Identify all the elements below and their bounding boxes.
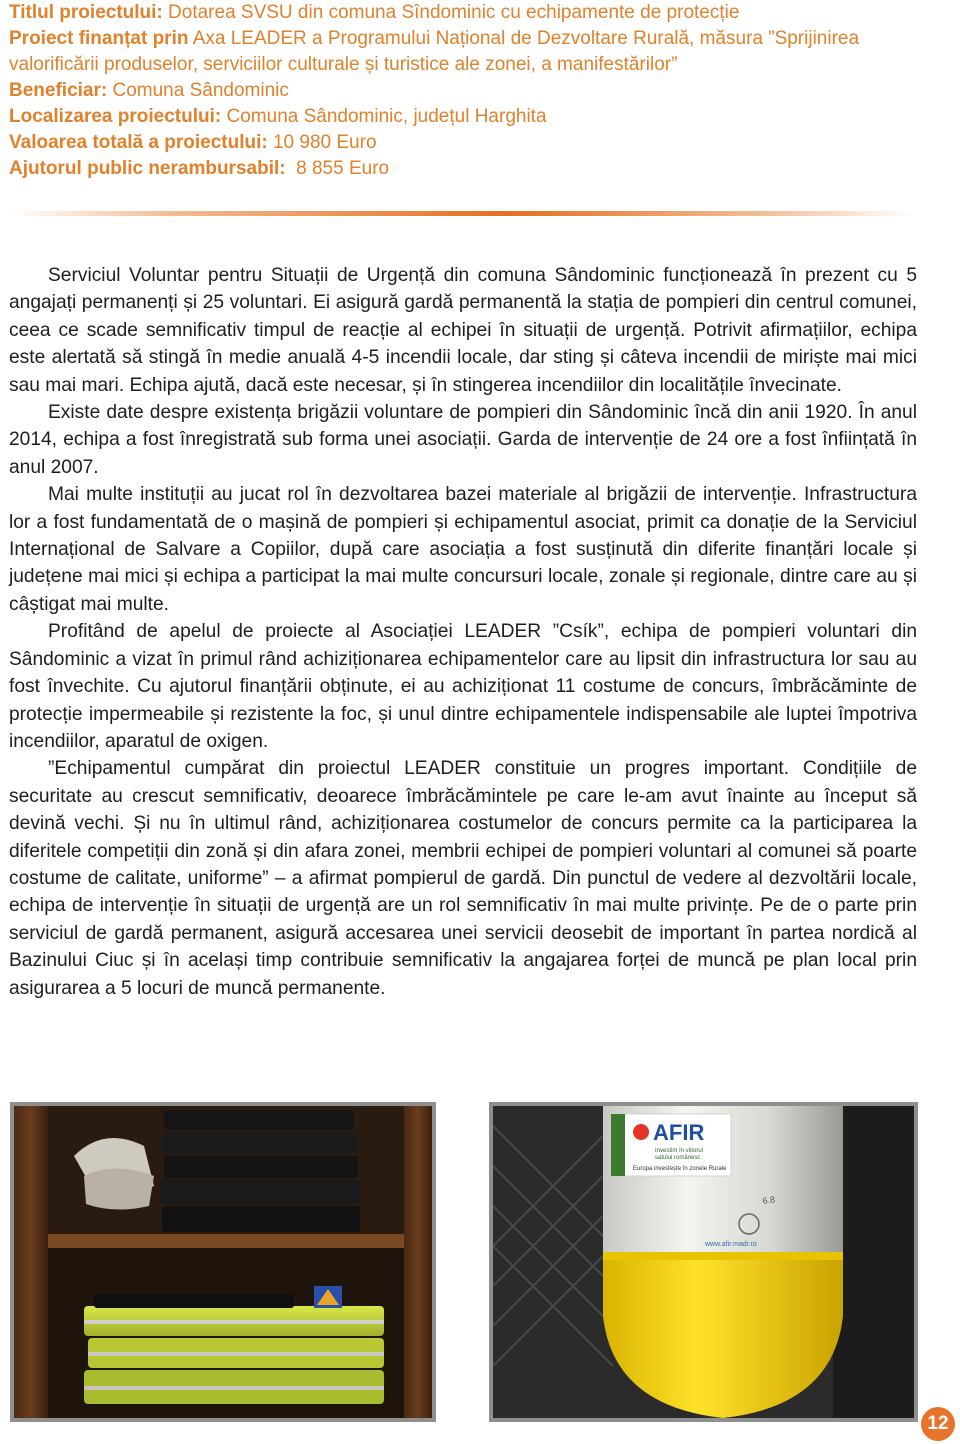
funding-line bbox=[9, 26, 939, 78]
clothing-shelf-image bbox=[14, 1106, 432, 1418]
grant-label: Ajutorul public nerambursabil: bbox=[9, 158, 286, 179]
oxygen-cylinder-image bbox=[493, 1106, 914, 1418]
location-label: Localizarea proiectului: bbox=[9, 106, 222, 127]
svg-text:6.8: 6.8 bbox=[761, 1194, 776, 1206]
total-value-line bbox=[9, 130, 939, 156]
photo-protective-clothing bbox=[10, 1102, 436, 1422]
total-value-amount: 10 980 Euro bbox=[267, 132, 377, 153]
article-body bbox=[9, 262, 917, 1002]
page-number-badge: 12 bbox=[921, 1407, 955, 1441]
project-title-value: Dotarea SVSU din comuna Sîndominic cu echipamente de protecție bbox=[162, 2, 740, 23]
section-divider bbox=[10, 211, 916, 216]
svg-text:Investim în viitorul: Investim în viitorul bbox=[655, 1148, 704, 1154]
grant-amount: 8 855 Euro bbox=[285, 158, 390, 179]
paragraph-4: Profitând de apelul de proiecte al Asociației LEADER ”Csík”, echipa de pompieri voluntari din Sândominic a vizat în primul rând achiziționarea echipamentelor care au lipsit din infrastructura lor sau au fost învechite. Cu ajutorul finanțării obținute, ei au achiziționat 11 costume de concurs, îmbrăcăminte de protecție impermeabile și rezistente la foc, și unul dintre echipamentele indispensabile ale luptei împotriva incendiilor, aparatul de oxigen. bbox=[9, 621, 917, 752]
paragraph-1: Serviciul Voluntar pentru Situații de Urgență din comuna Sândominic funcționează în prezent cu 5 angajați permanenți și 25 voluntari. Ei asigură gardă permanentă la stația de pompieri din centrul comunei, ceea ce scade semnificativ timpul de reacție al echipei în situații de urgență. Potrivit afirmațiilor, echipa este alertată să stingă în medie anuală 4-5 incendii locale, dar sting și câteva incendii de miriște mai mici sau mai mari. Echipa ajută, dacă este necesar, și în stingerea incendiilor din localitățile învecinate. bbox=[9, 265, 917, 396]
beneficiary-label: Beneficiar: bbox=[9, 80, 108, 101]
grant-line bbox=[9, 156, 939, 182]
funding-label: Proiect finanțat prin bbox=[9, 28, 189, 49]
svg-text:Europa investește în zonele Ru: Europa investește în zonele Rurale bbox=[633, 1166, 727, 1172]
photo-oxygen-cylinder bbox=[489, 1102, 918, 1422]
location-line bbox=[9, 104, 939, 130]
location-value: Comuna Sândominic, județul Harghita bbox=[221, 106, 547, 127]
paragraph-3: Mai multe instituții au jucat rol în dezvoltarea bazei materiale al brigăzii de intervenție. Infrastructura lor a fost fundamentată de o mașină de pompieri și echipamentul asociat, primit ca donație de la Serviciul Internațional de Salvare a Copiilor, după care asociația a fost susținută din diferite finanțări locale și județene mai mici și echipa a participat la mai multe concursuri locale, zonale și regionale, dintre care au și câștigat mai multe. bbox=[9, 484, 917, 615]
beneficiary-value: Comuna Sândominic bbox=[107, 80, 289, 101]
funding-value: Axa LEADER a Programului Național de Dezvoltare Rurală, măsura ”Sprijinirea valorificării produselor, serviciilor culturale și turistice ale zonei, a manifestărilor” bbox=[9, 28, 860, 75]
paragraph-5: ”Echipamentul cumpărat din proiectul LEADER constituie un progres important. Condițiile de securitate au crescut semnificativ, deoarece îmbrăcămintele pe care le-am avut înainte au început să devină vechi. Și nu în ultimul rând, achiziționarea costumelor de concurs permite ca la participarea la diferitele competiții din zonă și din afara zonei, membrii echipei de pompieri voluntari al comunei să poarte costume de calitate, uniforme” – a afirmat pompierul de gardă. Din punctul de vedere al dezvoltării locale, echipa de intervenție în situații de urgență are un rol semnificativ în mai multe privințe. Pe de o parte prin serviciul de gardă permanent, asigură accesarea unei servicii deosebit de important în partea nordică al Bazinului Ciuc și în același timp contribuie semnificativ la angajarea forței de muncă pe plan local prin asigurarea a 5 locuri de muncă permanente. bbox=[9, 758, 917, 999]
svg-text:satului românesc: satului românesc bbox=[655, 1155, 701, 1161]
paragraph-2: Existe date despre existența brigăzii voluntare de pompieri din Sândominic încă din anii 1920. În anul 2014, echipa a fost înregistrată sub forma unei asociații. Garda de intervenție de 24 ore a fost înființată în anul 2007. bbox=[9, 402, 917, 478]
project-title-line bbox=[9, 0, 939, 26]
afir-logo-text: AFIR bbox=[653, 1120, 705, 1145]
svg-text:www.afir.madr.ro: www.afir.madr.ro bbox=[705, 1241, 757, 1248]
project-title-label: Titlul proiectului: bbox=[9, 2, 163, 23]
project-info-header bbox=[9, 0, 939, 182]
beneficiary-line bbox=[9, 78, 939, 104]
total-value-label: Valoarea totală a proiectului: bbox=[9, 132, 268, 153]
